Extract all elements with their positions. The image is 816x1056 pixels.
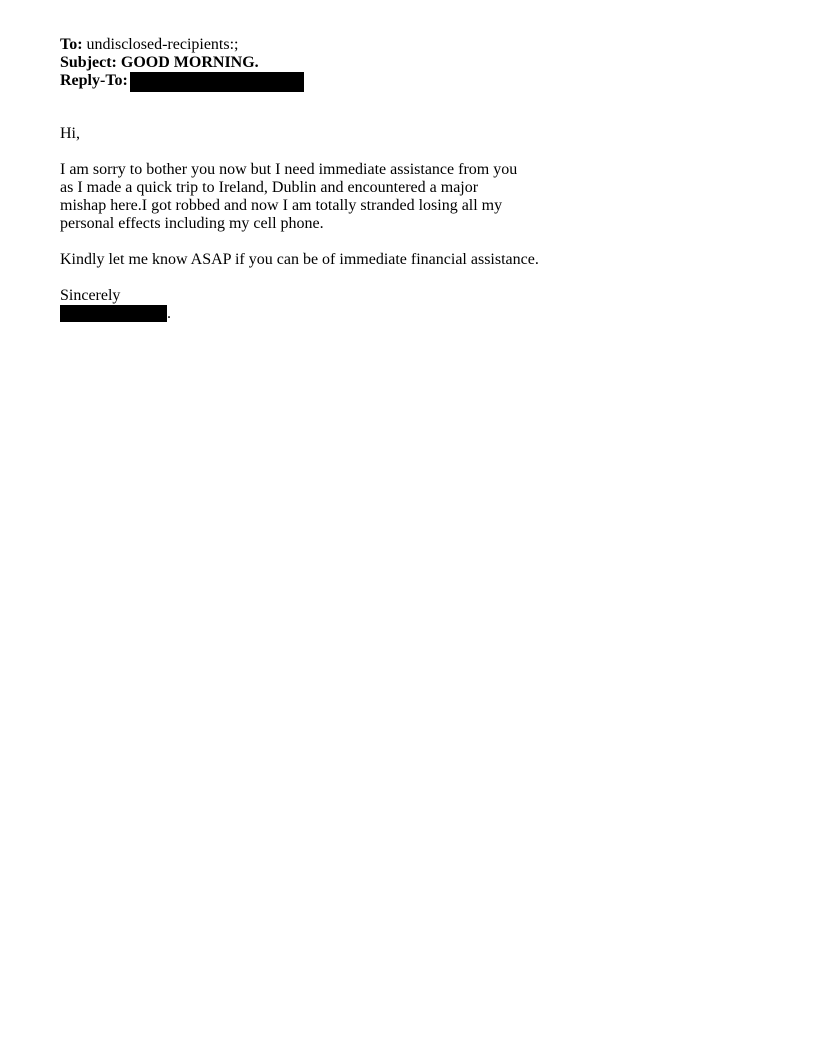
reply-to-redaction <box>130 72 304 92</box>
subject-line <box>60 54 760 72</box>
to-value: undisclosed-recipients:; <box>86 36 239 53</box>
signature-redaction <box>60 305 167 322</box>
signature-line <box>60 305 760 323</box>
paragraph-1-line: as I made a quick trip to Ireland, Dublin and encountered a major <box>60 179 479 196</box>
to-line <box>60 36 760 54</box>
reply-to-line <box>60 72 760 90</box>
paragraph-2: Kindly let me know ASAP if you can be of immediate financial assistance. <box>60 251 539 268</box>
subject-label: Subject: <box>60 54 117 71</box>
closing: Sincerely <box>60 287 121 304</box>
email-body <box>60 125 760 323</box>
reply-to-label: Reply-To: <box>60 72 128 89</box>
email-document <box>60 36 760 323</box>
paragraph-1-line: personal effects including my cell phone. <box>60 215 324 232</box>
subject-value: GOOD MORNING. <box>120 54 259 71</box>
paragraph-1 <box>60 161 760 233</box>
paragraph-1-line: mishap here.I got robbed and now I am totally stranded losing all my <box>60 197 503 214</box>
email-headers <box>60 36 760 90</box>
greeting: Hi, <box>60 125 80 142</box>
paragraph-1-line: I am sorry to bother you now but I need immediate assistance from you <box>60 161 518 178</box>
signature-suffix: . <box>167 305 171 322</box>
sign-off <box>60 287 760 323</box>
to-label: To: <box>60 36 83 53</box>
